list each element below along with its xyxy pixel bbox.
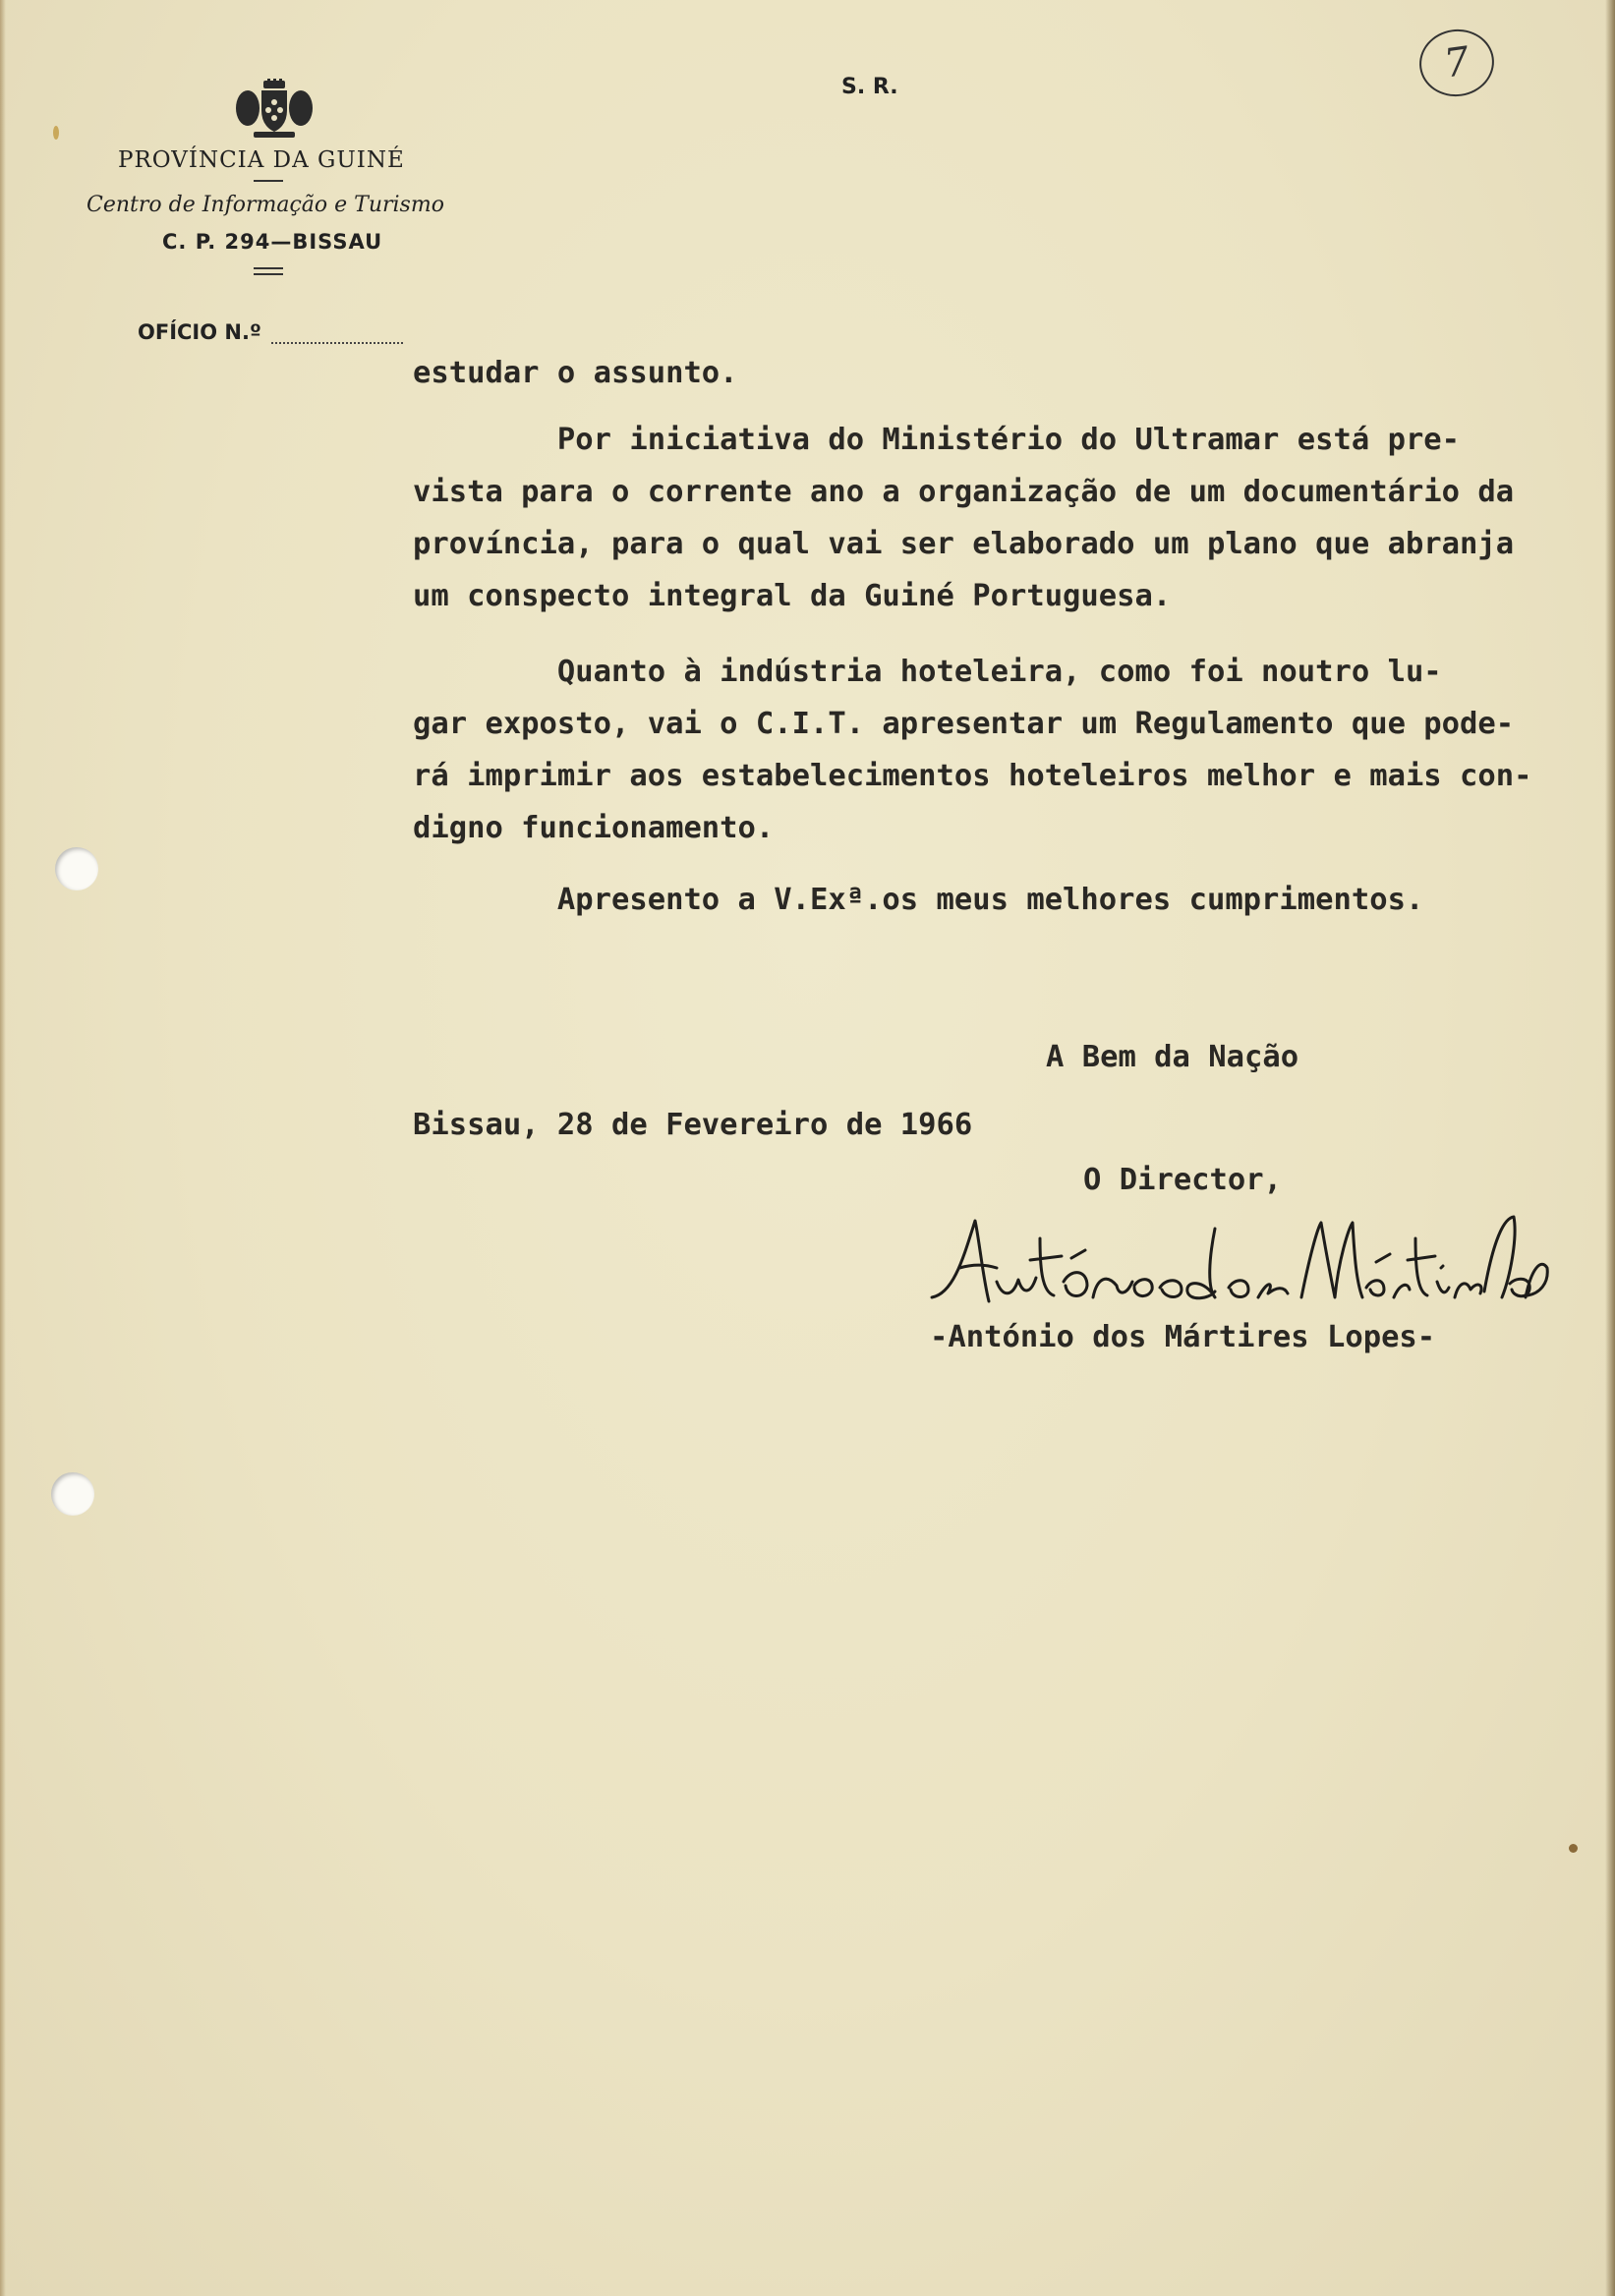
typed-signatory-name: -António dos Mártires Lopes- [930,1320,1436,1354]
paragraph-hotels [413,655,1602,863]
letterhead-postal: C. P. 294—BISSAU [162,230,383,254]
director-title: O Director, [1083,1163,1282,1197]
letterhead-centre: Centro de Informação e Turismo [87,193,444,217]
page-number-mark: 7 [1415,25,1499,101]
paragraph-line: vista para o corrente ano a organização de um documentário da [413,475,1515,509]
classification-mark: S. R. [841,75,898,99]
letterhead-divider [254,180,283,182]
paragraph-line: província, para o qual vai ser elaborado um plano que abranja [413,527,1515,561]
punch-hole-lower [51,1472,94,1516]
paragraph-line: Por iniciativa do Ministério do Ultramar está pre- [413,423,1461,457]
opening-line: estudar o assunto. [413,356,738,390]
paragraph-line: um conspecto integral da Guiné Portuguesa. [413,579,1172,613]
oficio-label: OFÍCIO N.º [138,320,261,344]
paper-stain [1569,1844,1578,1853]
paragraph-line: rá imprimir aos estabelecimentos hoteleiros melhor e mais con- [413,759,1532,793]
letterhead-province: PROVÍNCIA DA GUINÉ [118,147,405,173]
paragraph-line: Apresento a V.Exª.os meus melhores cumprimentos. [413,883,1424,917]
punch-hole-upper [55,847,98,890]
oficio-number-field [271,342,403,344]
paragraph-greetings [413,883,1602,935]
paragraph-line: gar exposto, vai o C.I.T. apresentar um Regulamento que pode- [413,707,1515,741]
letterhead-divider [254,273,283,275]
paragraph-line: Quanto à indústria hoteleira, como foi noutro lu- [413,655,1442,689]
handwritten-signature [924,1199,1553,1327]
paragraph-ministry [413,423,1602,631]
letterhead-divider [254,267,283,269]
closing-motto: A Bem da Nação [1046,1040,1299,1074]
paper-edge-left [0,0,6,2296]
coat-of-arms-icon [234,79,315,142]
paper-edge-right [1605,0,1615,2296]
paragraph-line: digno funcionamento. [413,811,775,845]
paper-stain [53,126,59,140]
place-and-date: Bissau, 28 de Fevereiro de 1966 [413,1108,973,1142]
